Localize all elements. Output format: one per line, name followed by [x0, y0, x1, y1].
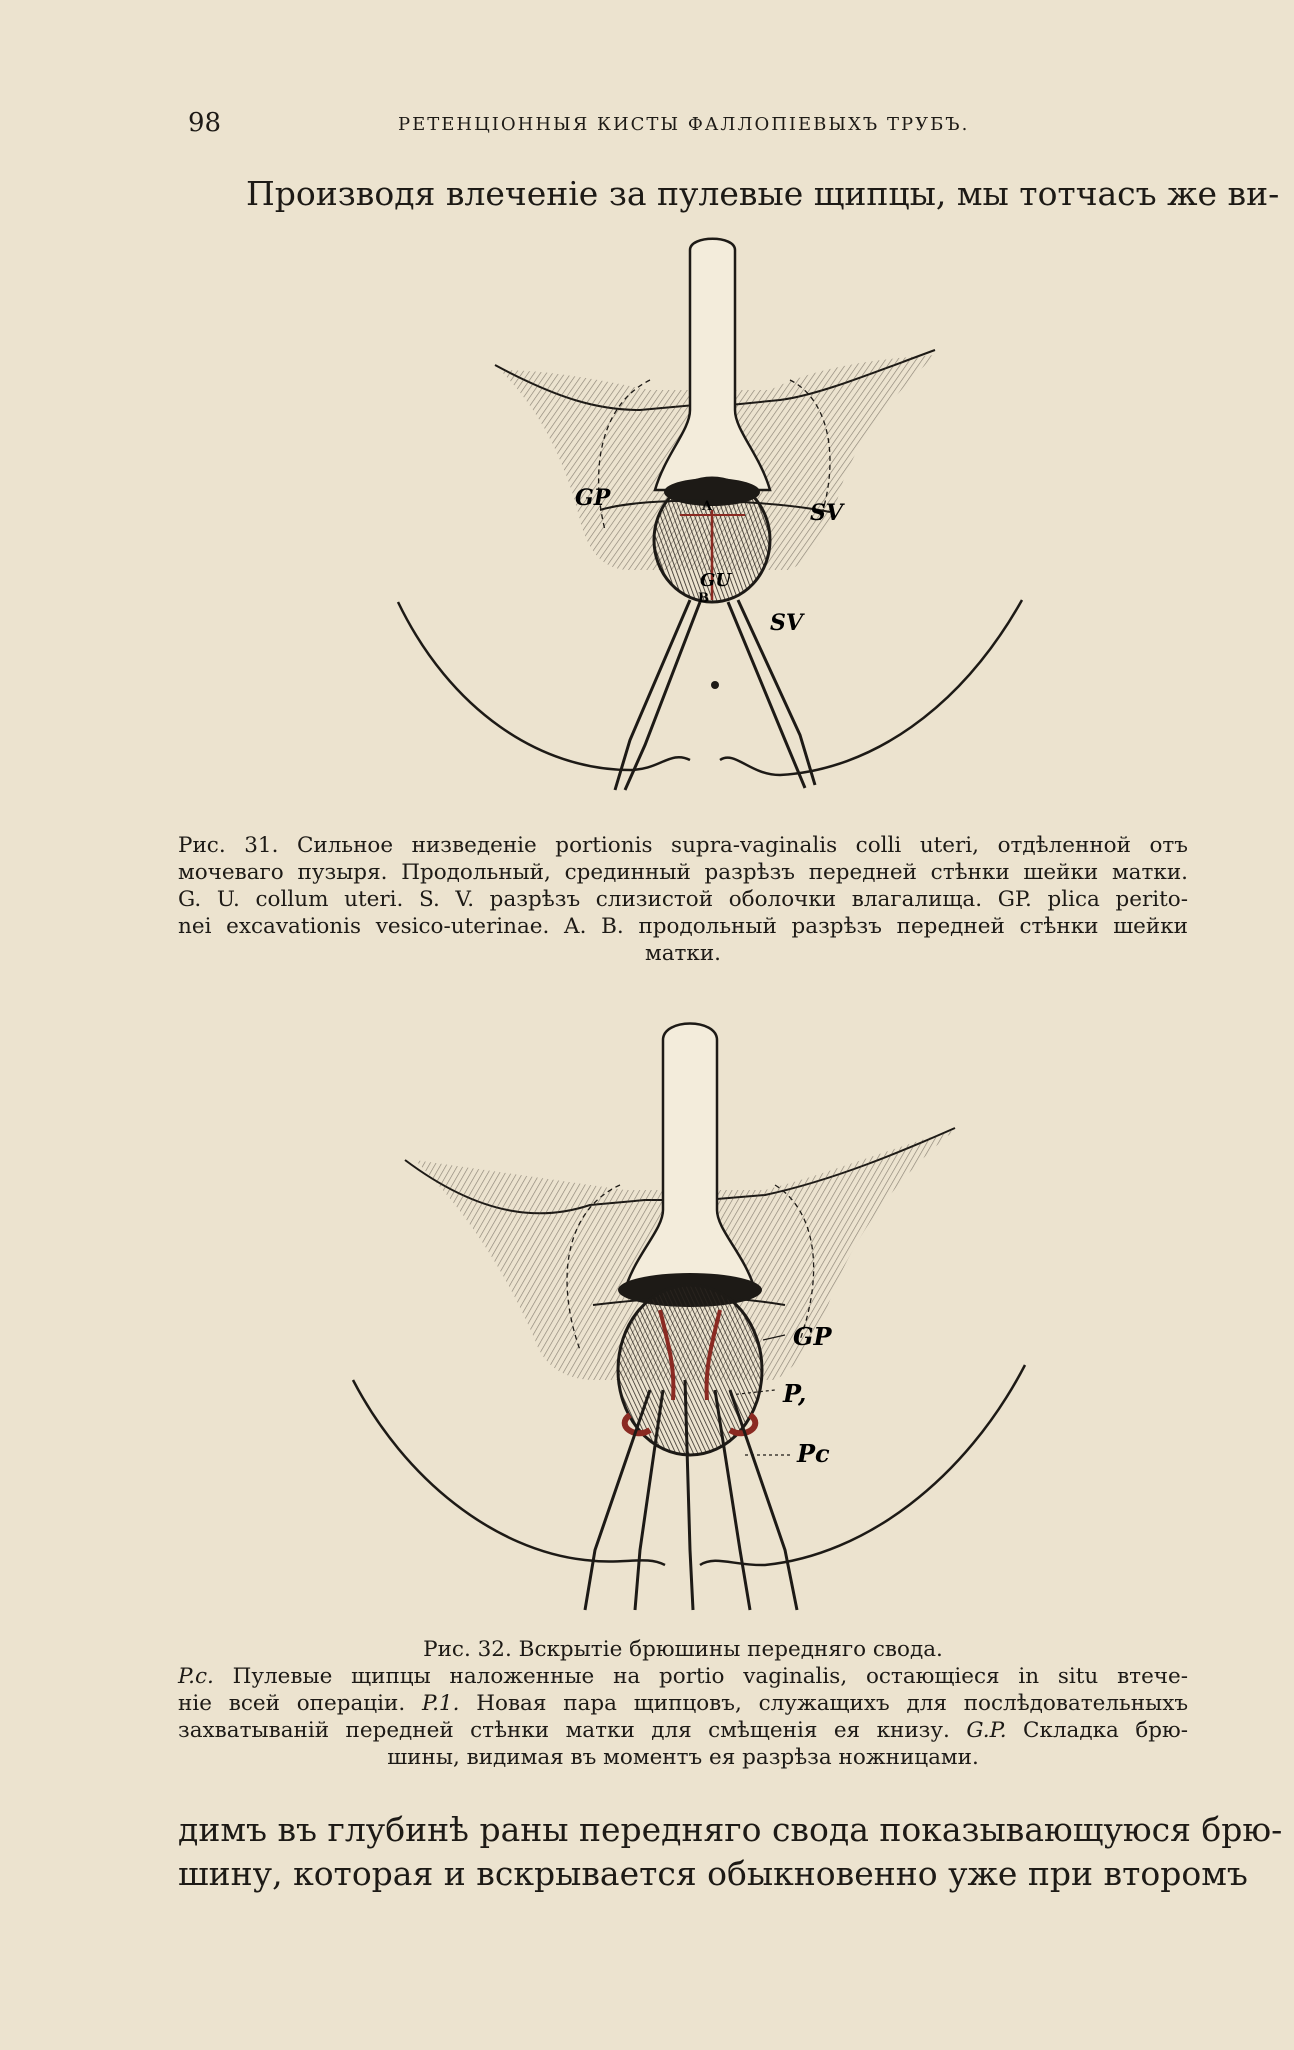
figure-31-illustration — [390, 230, 1040, 810]
fig32-caption-text: Складка брю- — [1006, 1718, 1189, 1743]
figure-31-caption — [178, 832, 1188, 967]
page-header — [188, 108, 1168, 148]
intro-paragraph — [178, 172, 1280, 216]
fig32-outline-left — [353, 1380, 665, 1565]
fig32-caption-line — [178, 1663, 1188, 1690]
fig32-caption-line — [178, 1690, 1188, 1717]
fig31-forceps-left-a — [615, 600, 690, 790]
fig31-outline-right — [720, 600, 1022, 775]
fig32-forceps-5 — [730, 1390, 797, 1610]
fig32-label-gp: GP — [793, 1322, 832, 1351]
fig31-label-sv-top: SV — [810, 500, 843, 526]
fig32-label-pc: Pc — [797, 1439, 830, 1468]
intro-line: Производя влеченіе за пулевые щипцы, мы тотчасъ же ви- — [246, 174, 1280, 213]
fig32-abbr-p1: P.1. — [421, 1691, 460, 1716]
figure-32-illustration — [345, 1010, 1045, 1630]
fig31-mark — [711, 681, 719, 689]
fig32-caption-text: захватываній передней стѣнки матки для смѣщенія ея книзу. — [178, 1718, 967, 1743]
closing-paragraph — [178, 1808, 1283, 1896]
fig32-label-p1: P, — [783, 1379, 807, 1408]
running-title: РЕТЕНЦIОННЫЯ КИСТЫ ФАЛЛОПIЕВЫХЪ ТРУБЪ. — [398, 114, 970, 135]
fig32-caption-line: шины, видимая въ моментъ ея разрѣза ножницами. — [387, 1745, 979, 1770]
fig32-caption-text: ніе всей операціи. — [178, 1691, 422, 1716]
fig32-caption-text: Новая пара щипцовъ, служащихъ для послѣдовательныхъ — [459, 1691, 1189, 1716]
fig31-retractor — [655, 239, 770, 490]
fig32-retractor — [625, 1024, 755, 1291]
fig31-label-gp: GP — [575, 485, 611, 511]
fig31-caption-line: G. U. collum uteri. S. V. разрѣзъ слизистой оболочки влагалища. GP. plica perito- — [178, 887, 1188, 912]
fig32-caption-title: Рис. 32. Вскрытіе брюшины передняго свода. — [423, 1637, 943, 1662]
fig32-abbr-gp: G.P. — [966, 1718, 1007, 1743]
fig31-caption-line: nei excavationis vesico-uterinae. A. B. продольный разрѣзъ передней стѣнки шейки — [178, 914, 1188, 939]
fig31-label-b: B — [698, 591, 709, 606]
fig31-label-gu: GU — [700, 570, 732, 591]
fig32-cervix — [618, 1285, 762, 1455]
fig32-caption-line — [178, 1717, 1188, 1744]
closing-line: димъ въ глубинѣ раны передняго свода показывающуюся брю- — [178, 1810, 1283, 1849]
fig31-label-sv-bottom: SV — [770, 610, 803, 636]
closing-line: шину, которая и вскрывается обыкновенно уже при второмъ — [178, 1854, 1248, 1893]
fig31-caption-line: мочеваго пузыря. Продольный, срединный разрѣзъ передней стѣнки шейки матки. — [178, 860, 1188, 885]
fig31-caption-line: Рис. 31. Сильное низведеніе portionis supra-vaginalis colli uteri, отдѣленной отъ — [178, 833, 1188, 858]
fig32-abbr-pc: P.c. — [178, 1664, 214, 1689]
page-number: 98 — [188, 108, 222, 138]
fig31-caption-line: матки. — [644, 941, 722, 966]
fig31-label-a: A — [702, 499, 713, 514]
figure-32-caption — [178, 1636, 1188, 1771]
fig32-caption-text: Пулевые щипцы наложенные на portio vaginalis, остающіеся in situ втече- — [213, 1664, 1188, 1689]
